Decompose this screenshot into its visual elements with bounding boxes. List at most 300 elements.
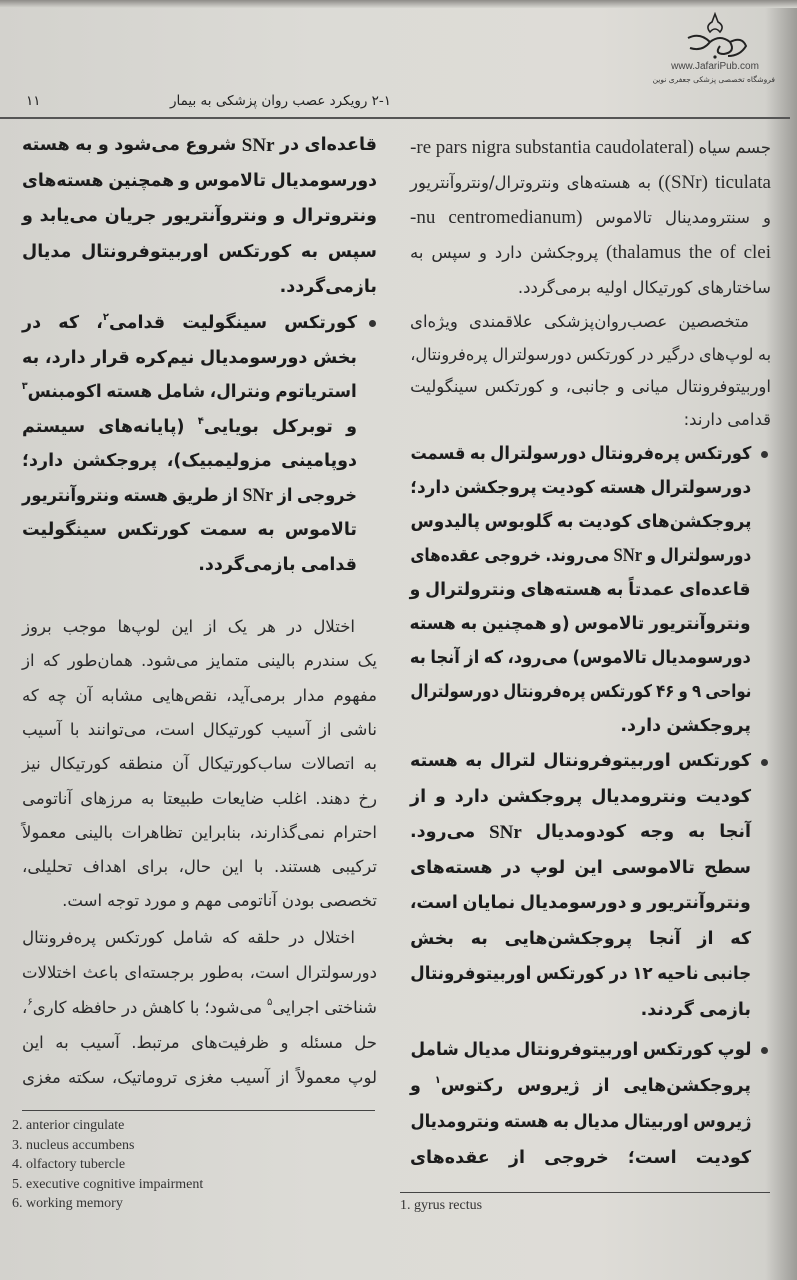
text-line	[410, 404, 771, 437]
word: معمولاً	[296, 1068, 341, 1087]
text-line	[410, 815, 751, 851]
word: ونتروآنتریور	[649, 614, 751, 634]
word: دورسومدیال	[651, 648, 751, 668]
text-line	[22, 955, 377, 990]
word: رکتوس$^۱$	[434, 1075, 504, 1096]
word: و	[646, 546, 656, 566]
text-line-words	[410, 607, 751, 641]
text-line-words	[410, 709, 751, 743]
footnote-marker: ۲	[102, 312, 109, 323]
word: سمت	[199, 520, 248, 540]
word: کورتیکال	[202, 719, 263, 739]
bullet-icon	[761, 1047, 768, 1054]
footnote-marker: ۱	[434, 1075, 441, 1086]
word: کودیت	[695, 786, 751, 807]
word: وجه	[640, 822, 675, 842]
word	[242, 128, 275, 165]
text-line-words	[410, 539, 751, 573]
text-line-words	[22, 990, 377, 1025]
word: نقص‌هایی	[152, 685, 218, 705]
word	[448, 200, 582, 235]
word: پره‌فرونتال	[22, 928, 96, 947]
word: همچنین	[482, 614, 548, 634]
word: کاری$^۶$،	[22, 997, 67, 1017]
text-line-words	[22, 679, 377, 713]
word: که	[42, 651, 60, 671]
footnote-rule	[400, 1192, 770, 1193]
word: سپس	[431, 243, 472, 262]
text-line-words	[22, 128, 377, 164]
word	[720, 235, 736, 270]
word: سندرم	[303, 651, 350, 671]
word: آنجا	[430, 648, 460, 668]
word: از	[697, 928, 714, 949]
text-line	[22, 713, 377, 747]
word: و	[435, 786, 446, 807]
word: با	[253, 857, 264, 877]
word: دورسومدیال	[520, 893, 627, 913]
word: هسته‌های	[566, 173, 631, 192]
text-line-words	[410, 744, 751, 780]
word: موجب	[62, 617, 107, 636]
word: آسیب	[230, 1068, 270, 1087]
word: همچنین	[108, 170, 175, 191]
word: و	[97, 135, 109, 155]
word: پروجکشن	[72, 451, 158, 471]
word: از	[508, 1148, 525, 1168]
word: اجرایی$^۵$	[267, 997, 320, 1017]
text-line	[410, 437, 751, 471]
word: و	[479, 243, 487, 262]
text-line	[22, 270, 377, 306]
word: برجسته‌ای	[124, 963, 195, 982]
text-line	[22, 816, 377, 850]
word: آن	[172, 754, 189, 774]
text-line	[410, 339, 771, 372]
word: پره‌فرونتال	[590, 444, 680, 464]
text-line-words	[410, 1068, 751, 1104]
word: که	[730, 928, 751, 949]
word: بخش	[313, 347, 357, 368]
word: به	[410, 648, 426, 668]
word: (پایانه‌های	[98, 416, 185, 437]
text-line-words	[22, 920, 355, 955]
word: بازمی	[699, 999, 751, 1020]
word: شروع	[185, 135, 237, 155]
latin-term: re-	[410, 137, 432, 158]
word: بویایی$^۴$	[197, 415, 259, 437]
word: به	[55, 1033, 69, 1052]
word: این	[171, 617, 194, 636]
word: میانی	[631, 377, 669, 396]
word: به	[410, 243, 424, 262]
word: توبرکل	[272, 416, 333, 437]
word: خروجی	[544, 1148, 609, 1168]
text-line-words	[410, 505, 751, 539]
word: و	[179, 170, 190, 191]
word: قدامی$^۲$،	[96, 312, 166, 333]
word	[489, 815, 522, 852]
word: توجه	[106, 891, 140, 911]
word: جسم	[735, 138, 771, 157]
word: از	[276, 1068, 290, 1087]
text-line-words	[22, 270, 377, 306]
word: می‌روند.	[545, 546, 609, 566]
word: که	[483, 648, 504, 668]
word	[689, 235, 712, 270]
text-line	[22, 444, 357, 479]
word: دوپامینی	[281, 451, 357, 471]
word: پروجکشن	[454, 478, 537, 498]
text-line-words	[22, 1060, 377, 1095]
text-line	[410, 200, 771, 235]
word: دورسولترال	[492, 344, 572, 364]
word: دارند:	[683, 409, 723, 429]
word: بودن	[281, 891, 315, 911]
word: جانبی،	[565, 377, 610, 396]
word: سکته	[68, 1068, 105, 1087]
text-line-words	[410, 130, 771, 165]
text-line-words	[410, 1104, 751, 1140]
word: هر	[258, 617, 276, 636]
text-line-words	[410, 270, 771, 305]
word	[744, 235, 771, 270]
word: سنترومدینال	[665, 208, 750, 227]
bullet-icon	[369, 320, 376, 327]
word: آسیب	[271, 719, 311, 739]
text-line-words	[22, 1025, 377, 1060]
text-line-words	[22, 341, 357, 376]
word: به	[637, 173, 652, 192]
word: ونترال،	[210, 382, 271, 402]
word: اهداف	[82, 857, 127, 877]
word: قدامی	[300, 554, 357, 575]
text-line-words	[410, 922, 751, 958]
word: جانبی	[702, 964, 751, 984]
word	[243, 479, 273, 514]
latin-term: thalamus)	[606, 242, 681, 263]
text-line-words	[22, 410, 357, 445]
text-line	[22, 306, 357, 341]
footnote: 1. gyrus rectus	[400, 1198, 483, 1213]
text-line	[22, 610, 355, 644]
word: اغلب	[272, 788, 308, 808]
word: کودومدیال	[535, 822, 627, 842]
word: می‌شود	[114, 135, 180, 155]
word: آسیب	[80, 1033, 120, 1052]
latin-term: substantia	[515, 137, 591, 158]
latin-term: the	[688, 242, 713, 263]
word: سینگولیت	[410, 377, 478, 396]
text-line	[410, 306, 749, 339]
page-top-edge	[0, 0, 797, 8]
word: ونتروترال	[292, 206, 377, 226]
word: رخ	[358, 788, 377, 808]
word: که	[58, 313, 80, 333]
text-line-words	[410, 235, 771, 270]
word: هسته	[123, 485, 168, 506]
word: شناختی	[324, 998, 377, 1017]
text-line	[22, 1060, 377, 1095]
word: است.	[62, 891, 103, 911]
word: می‌رود،	[507, 648, 569, 668]
text-line	[22, 644, 377, 678]
word: این	[221, 857, 244, 877]
word: هسته	[106, 382, 153, 402]
word: دارد؛	[22, 451, 64, 471]
text-line-words	[22, 375, 357, 410]
word: حل	[354, 1033, 377, 1052]
text-line-words	[410, 165, 771, 200]
word: تالاموس	[574, 614, 645, 634]
latin-term: (centromedianum	[448, 207, 583, 228]
word: می‌شود؛	[204, 998, 263, 1017]
word: مدیال	[463, 1040, 511, 1060]
page-number: ۱۱	[26, 93, 41, 109]
word: جریان	[104, 206, 157, 226]
word: از	[318, 719, 332, 739]
word: از	[22, 651, 35, 671]
word: پروجکشن‌هایی	[623, 1076, 751, 1096]
bullet-icon	[761, 759, 768, 766]
text-line-words	[22, 816, 377, 850]
word: اکومبنس$^۳$	[22, 381, 102, 402]
word: کورتکس	[284, 313, 357, 333]
word: شامل	[410, 1040, 459, 1060]
text-line-words	[22, 548, 357, 583]
text-line-words	[410, 371, 771, 404]
text-line	[22, 679, 377, 713]
word: ژیروس	[517, 1076, 580, 1096]
word: آن	[75, 685, 93, 705]
word: باعث	[82, 963, 119, 982]
word: از	[223, 485, 239, 506]
word: بروز	[22, 617, 52, 636]
word: اوربیتوفرونتال	[675, 377, 771, 396]
footnote-marker: ۶	[27, 997, 33, 1008]
footnote: 3. nucleus accumbens	[12, 1137, 135, 1153]
word: ونترومدیال	[410, 1112, 500, 1132]
word: و	[346, 416, 357, 437]
footnote-marker: ۴	[197, 415, 204, 427]
text-line	[22, 1025, 377, 1060]
word	[613, 539, 642, 573]
text-line-words	[22, 713, 377, 747]
text-line-words	[410, 641, 751, 675]
word: دورسولترال	[489, 444, 586, 464]
word: استریاتوم	[275, 382, 357, 402]
word: مشابه	[101, 685, 144, 705]
word: علاقمندی	[469, 312, 533, 331]
word: دارد.	[620, 716, 662, 736]
word: لوپ‌های	[698, 344, 754, 364]
word: هسته	[22, 135, 70, 155]
word: پره‌فرونتال	[502, 682, 586, 702]
text-line	[410, 675, 751, 709]
latin-term: of	[719, 242, 736, 263]
word: می‌رود.	[410, 822, 476, 842]
text-line	[410, 1068, 751, 1104]
latin-term: SNr	[613, 545, 642, 566]
word: از	[410, 786, 427, 807]
publisher-logo	[652, 12, 775, 102]
word: ونتروآنتریور	[22, 485, 120, 506]
text-line	[410, 709, 751, 743]
word: ضایعات	[211, 788, 264, 808]
word: اختلالات	[22, 963, 77, 982]
word: کودیت	[541, 478, 595, 498]
word: به	[469, 444, 486, 464]
word: ونتروآنتریور	[163, 206, 268, 226]
word: اوربیتوفرونتال	[410, 964, 532, 984]
word: قرار	[91, 347, 130, 368]
word: عمدتاً	[628, 580, 675, 600]
text-line	[22, 990, 377, 1025]
text-line-words	[410, 573, 751, 607]
text-line-words	[22, 644, 377, 678]
word: به	[363, 754, 377, 774]
word: تالاموس	[284, 520, 357, 540]
text-line	[22, 513, 357, 548]
word: چه	[47, 685, 67, 705]
word: به	[75, 135, 93, 155]
word: به	[461, 614, 478, 634]
word: این	[574, 857, 603, 878]
bullet-icon	[761, 451, 768, 458]
word: دارد؛	[410, 478, 450, 498]
word: کورتکس	[576, 344, 634, 364]
text-line-words	[22, 306, 357, 341]
word: تظاهرات	[121, 822, 183, 842]
word: اتصالات	[301, 754, 355, 774]
word: در	[287, 617, 303, 636]
word: تحلیلی،	[22, 857, 73, 877]
text-line-words	[410, 780, 751, 816]
word: هسته‌های	[521, 580, 603, 600]
word: بنابراین	[190, 822, 241, 842]
word: کورتکس	[589, 682, 652, 702]
word: تالاموس	[595, 208, 652, 227]
word: مغزی	[184, 1068, 224, 1087]
word: مدیال	[22, 241, 72, 262]
word: ناشی	[339, 719, 377, 739]
text-line-words	[22, 444, 357, 479]
word: دورسولترال	[650, 478, 751, 498]
word: طبیعتا	[162, 788, 204, 808]
text-line	[410, 270, 771, 305]
word: اوربیتوفرونتال	[515, 1040, 638, 1060]
word: بازمی‌گردد.	[279, 277, 377, 297]
word: به	[22, 347, 40, 368]
footnote-marker: ۳	[22, 381, 28, 392]
text-line	[22, 548, 357, 583]
text-line-words	[410, 675, 751, 709]
word: سطح	[704, 857, 751, 878]
latin-term: (caudolateral	[595, 137, 694, 158]
text-line-words	[410, 851, 751, 887]
word: کورتیکال	[632, 278, 693, 297]
word: دورسولترال	[659, 546, 751, 566]
publisher-store-name: فروشگاه تخصصی پزشکی جعفری نوین	[652, 75, 775, 84]
word: یک	[357, 651, 377, 671]
word: برای	[136, 857, 169, 877]
text-line	[22, 375, 357, 410]
word: دورسولترال	[410, 682, 499, 702]
word: اوربیتال	[623, 1112, 689, 1132]
word: به	[465, 751, 483, 771]
text-line	[22, 199, 377, 235]
word: گلوبوس	[484, 512, 552, 532]
word: مرتبط.	[131, 1033, 180, 1052]
word	[472, 130, 511, 165]
word: مهم	[194, 891, 223, 911]
word: پره‌فرونتال،	[410, 344, 488, 364]
word: هسته	[503, 1112, 548, 1132]
word	[715, 165, 771, 200]
text-line-words	[410, 200, 771, 235]
latin-term: pars	[435, 137, 468, 158]
text-line	[22, 235, 377, 271]
word: به	[757, 344, 771, 364]
text-line	[410, 744, 751, 780]
word: و	[678, 682, 688, 702]
footnote: 5. executive cognitive impairment	[12, 1176, 204, 1192]
text-line	[22, 884, 377, 918]
text-line-words	[22, 747, 377, 781]
word: مرزهای	[80, 788, 133, 808]
word: بخش	[410, 928, 454, 949]
word: در	[121, 998, 138, 1017]
header-rule	[0, 117, 790, 119]
word: از	[277, 485, 293, 506]
word: دارد	[454, 786, 489, 807]
word: به‌طور	[200, 963, 244, 982]
text-line-words	[410, 993, 751, 1029]
word: آسیب	[22, 719, 62, 739]
word: هسته‌های	[410, 857, 493, 878]
latin-term: SNr	[489, 821, 522, 843]
word: و	[616, 377, 625, 396]
word: این	[22, 1033, 44, 1052]
word: است،	[410, 893, 459, 913]
word: مسئله	[299, 1033, 343, 1052]
text-line-words	[22, 164, 377, 200]
word: کودیت	[577, 512, 632, 532]
text-line-words	[22, 884, 377, 918]
text-line	[22, 479, 357, 514]
text-line	[410, 851, 751, 887]
word: طریق	[172, 485, 219, 506]
text-line	[22, 782, 377, 816]
word: (و	[551, 614, 571, 634]
word: در	[609, 964, 628, 984]
text-line-words	[410, 471, 751, 505]
word	[658, 165, 708, 200]
word: اوربیتوفرونتال	[81, 241, 209, 262]
word: است،	[249, 963, 290, 982]
word: بازمی‌گردد.	[198, 554, 296, 575]
word: هسته	[599, 478, 646, 498]
text-line-words	[22, 479, 357, 514]
text-line	[22, 410, 357, 445]
word: به	[556, 512, 574, 532]
word: آناتومی	[22, 788, 72, 808]
footnote-marker: ۵	[267, 997, 273, 1008]
word: مدار	[294, 685, 325, 705]
word: است؛	[627, 1148, 677, 1168]
text-line-words	[22, 513, 357, 548]
word: معمولاً	[22, 822, 67, 842]
